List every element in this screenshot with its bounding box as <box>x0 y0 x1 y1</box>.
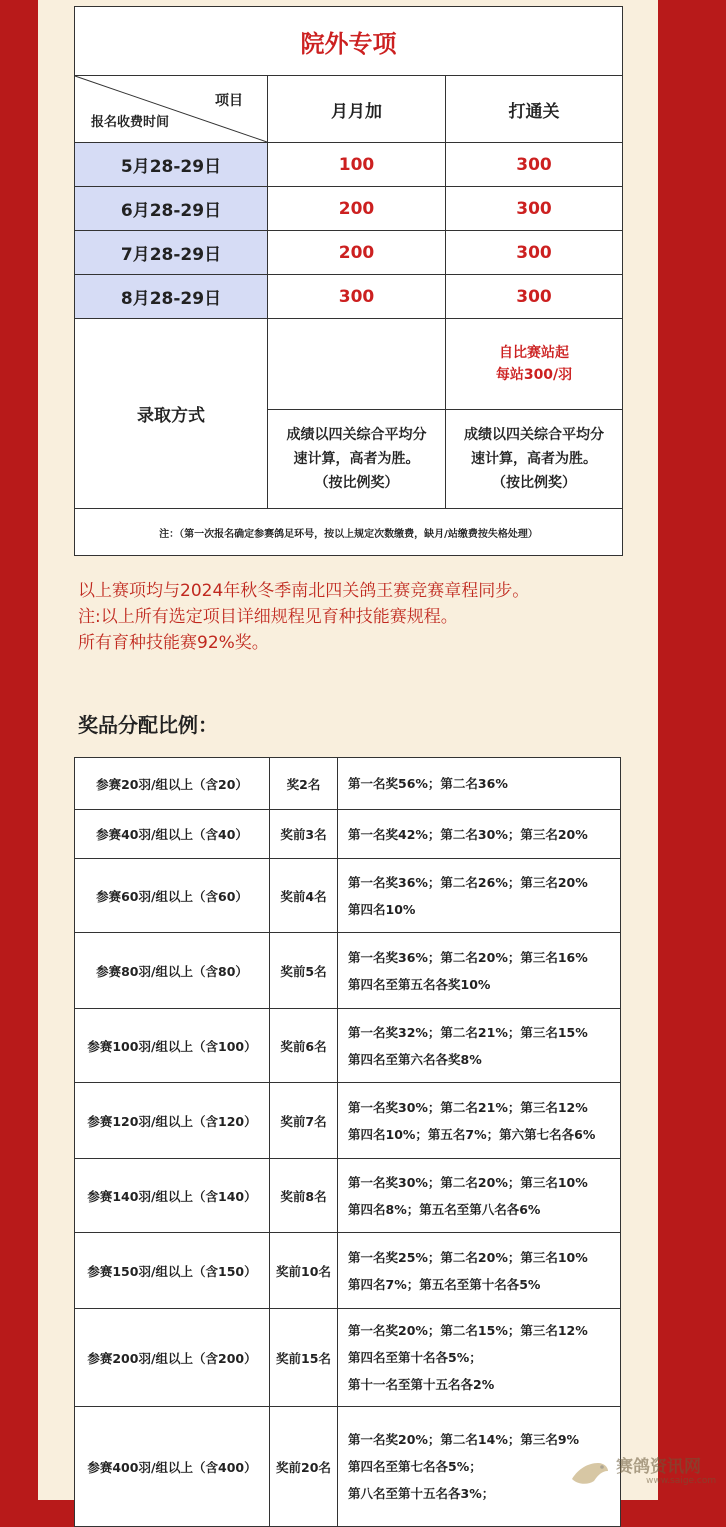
watermark-text: 赛鸽资讯网 <box>616 1457 701 1477</box>
rule-line: 成绩以四关综合平均分 <box>286 427 427 443</box>
distribution-line: 第四名至第七名各5%； <box>348 1459 482 1474</box>
prize-row <box>75 758 621 810</box>
fee-datongguan: 300 <box>446 231 623 275</box>
prize-section-title: 奖品分配比例： <box>78 713 218 737</box>
prize-row <box>75 810 621 859</box>
prize-distribution <box>338 758 621 810</box>
prize-entry-count: 参赛150羽/组以上（含150） <box>75 1233 270 1309</box>
prize-row <box>75 1407 621 1527</box>
prize-award-count: 奖前8名 <box>270 1159 338 1233</box>
prize-row <box>75 1009 621 1083</box>
distribution-line: 第一名奖32%；第二名21%；第三名15% <box>348 1024 588 1040</box>
fee-row <box>75 143 623 187</box>
prize-award-count: 奖前3名 <box>270 810 338 859</box>
rule-line: （按比例奖） <box>492 475 576 491</box>
prize-entry-count: 参赛120羽/组以上（含120） <box>75 1083 270 1159</box>
fee-table <box>74 6 623 556</box>
prize-award-count: 奖前5名 <box>270 933 338 1009</box>
distribution-line: 第四名8%；第五名至第八名各6% <box>348 1201 541 1217</box>
prize-row <box>75 1159 621 1233</box>
prize-award-count: 奖前6名 <box>270 1009 338 1083</box>
diagonal-header-cell <box>75 76 268 143</box>
watermark-url: www.saige.com <box>646 1476 717 1486</box>
column-header-datongguan: 打通关 <box>446 76 623 143</box>
prize-row <box>75 859 621 933</box>
prize-distribution <box>338 859 621 933</box>
note-line: 以上赛项均与2024年秋冬季南北四关鸽王赛竞赛章程同步。 <box>78 581 530 601</box>
fee-date: 5月28-29日 <box>75 143 268 187</box>
note-line: 注:以上所有选定项目详细规程见育种技能赛规程。 <box>78 607 458 627</box>
prize-row <box>75 1309 621 1407</box>
prize-award-count: 奖前4名 <box>270 859 338 933</box>
prize-distribution <box>338 1009 621 1083</box>
selection-method-label: 录取方式 <box>75 319 268 509</box>
distribution-line: 第一名奖42%；第二名30%；第三名20% <box>348 826 588 842</box>
prize-entry-count: 参赛40羽/组以上（含40） <box>75 810 270 859</box>
prize-entry-count: 参赛140羽/组以上（含140） <box>75 1159 270 1233</box>
prize-row <box>75 933 621 1009</box>
fee-yueyuejia: 200 <box>268 231 446 275</box>
distribution-line: 第八名至第十五名各3%； <box>348 1486 495 1501</box>
distribution-line: 第一名奖20%；第二名14%；第三名9% <box>348 1432 580 1447</box>
distribution-line: 第一名奖36%；第二名20%；第三名16% <box>348 949 588 965</box>
distribution-line: 第一名奖30%；第二名20%；第三名10% <box>348 1174 588 1190</box>
fee-row <box>75 187 623 231</box>
fee-datongguan: 300 <box>446 187 623 231</box>
event-notes <box>78 578 648 656</box>
fee-date: 7月28-29日 <box>75 231 268 275</box>
distribution-line: 第十一名至第十五名各2% <box>348 1377 495 1392</box>
fee-date: 8月28-29日 <box>75 275 268 319</box>
distribution-line: 第一名奖56%；第二名36% <box>348 776 508 791</box>
distribution-line: 第一名奖25%；第二名20%；第三名10% <box>348 1249 588 1265</box>
distribution-line: 第四名至第十名各5%； <box>348 1350 482 1365</box>
prize-distribution <box>338 1159 621 1233</box>
prize-entry-count: 参赛60羽/组以上（含60） <box>75 859 270 933</box>
prize-award-count: 奖前20名 <box>270 1407 338 1527</box>
note-line: 所有育种技能赛92%奖。 <box>78 633 269 653</box>
fee-date: 6月28-29日 <box>75 187 268 231</box>
rule-line: 速计算，高者为胜。 <box>471 451 597 467</box>
prize-entry-count: 参赛400羽/组以上（含400） <box>75 1407 270 1527</box>
prize-distribution <box>338 1083 621 1159</box>
prize-table-body <box>75 758 621 1527</box>
prize-table <box>74 757 621 1527</box>
rule-line: 速计算，高者为胜。 <box>293 451 420 467</box>
prize-row <box>75 1083 621 1159</box>
distribution-line: 第四名至第六名各奖8% <box>348 1051 482 1067</box>
distribution-line: 第四名10% <box>348 901 416 917</box>
fee-yueyuejia: 100 <box>268 143 446 187</box>
fee-table-note: 注：（第一次报名确定参赛鸽足环号，按以上规定次数缴费，缺月/站缴费按失格处理） <box>75 509 623 556</box>
datongguan-rule <box>446 410 623 509</box>
prize-distribution <box>338 810 621 859</box>
prize-distribution <box>338 1233 621 1309</box>
fee-row <box>75 275 623 319</box>
column-header-yueyuejia: 月月加 <box>268 76 446 143</box>
prize-entry-count: 参赛200羽/组以上（含200） <box>75 1309 270 1407</box>
rule-line: （按比例奖） <box>314 475 399 491</box>
fee-row <box>75 231 623 275</box>
datongguan-extra-line: 自比赛站起 <box>499 345 569 361</box>
watermark <box>566 1446 726 1496</box>
poster-page <box>38 0 717 1501</box>
yueyuejia-extra-empty <box>268 319 446 410</box>
rule-line: 成绩以四关综合平均分 <box>464 427 604 443</box>
distribution-line: 第四名至第五名各奖10% <box>348 976 491 992</box>
fee-datongguan: 300 <box>446 275 623 319</box>
distribution-line: 第四名10%；第五名7%；第六第七名各6% <box>348 1126 596 1142</box>
prize-award-count: 奖前7名 <box>270 1083 338 1159</box>
fee-table-title: 院外专项 <box>75 7 623 76</box>
prize-award-count: 奖2名 <box>270 758 338 810</box>
prize-row <box>75 1233 621 1309</box>
prize-entry-count: 参赛80羽/组以上（含80） <box>75 933 270 1009</box>
distribution-line: 第四名7%；第五名至第十名各5% <box>348 1276 541 1292</box>
distribution-line: 第一名奖30%；第二名21%；第三名12% <box>348 1099 588 1115</box>
distribution-line: 第一名奖20%；第二名15%；第三名12% <box>348 1323 588 1338</box>
fee-yueyuejia: 200 <box>268 187 446 231</box>
prize-award-count: 奖前10名 <box>270 1233 338 1309</box>
prize-award-count: 奖前15名 <box>270 1309 338 1407</box>
pigeon-logo-icon <box>568 1449 612 1493</box>
datongguan-extra-line: 每站300/羽 <box>495 367 573 383</box>
fee-yueyuejia: 300 <box>268 275 446 319</box>
fee-datongguan: 300 <box>446 143 623 187</box>
header-time-label: 报名收费时间 <box>91 115 170 130</box>
header-project-label: 项目 <box>215 93 243 109</box>
prize-distribution <box>338 933 621 1009</box>
prize-distribution <box>338 1309 621 1407</box>
distribution-line: 第一名奖36%；第二名26%；第三名20% <box>348 874 588 890</box>
prize-entry-count: 参赛100羽/组以上（含100） <box>75 1009 270 1083</box>
yueyuejia-rule <box>268 410 446 509</box>
datongguan-extra <box>446 319 623 410</box>
prize-entry-count: 参赛20羽/组以上（含20） <box>75 758 270 810</box>
